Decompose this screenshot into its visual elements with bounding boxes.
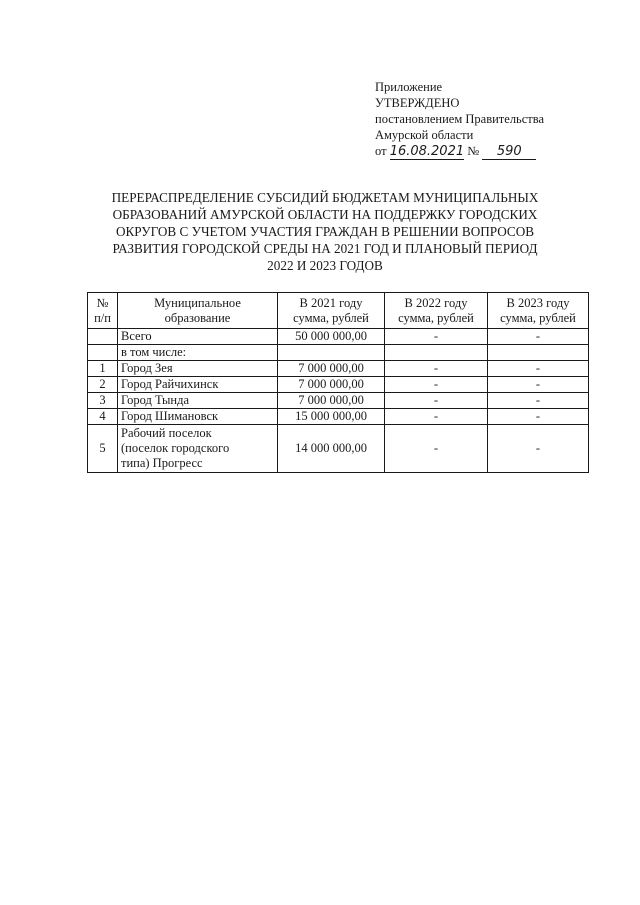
cell-2021: 14 000 000,00: [278, 425, 385, 473]
cell-name: Город Тында: [118, 393, 278, 409]
header-2021-line: В 2021 году: [299, 295, 363, 310]
header-2022-line: сумма, рублей: [398, 310, 474, 325]
table-row: [88, 393, 589, 409]
cell-name: в том числе:: [118, 345, 278, 361]
cell-2022: -: [385, 409, 488, 425]
cell-2022: -: [385, 393, 488, 409]
title-line: РАЗВИТИЯ ГОРОДСКОЙ СРЕДЫ НА 2021 ГОД И ПЛАНОВЫЙ ПЕРИОД: [112, 241, 538, 256]
cell-2021: 7 000 000,00: [278, 393, 385, 409]
table-row: [88, 377, 589, 393]
header-name: [118, 293, 278, 329]
header-2022: [385, 293, 488, 329]
header-2021-line: сумма, рублей: [293, 310, 369, 325]
title-line: ОБРАЗОВАНИЙ АМУРСКОЙ ОБЛАСТИ НА ПОДДЕРЖКУ ГОРОДСКИХ: [112, 207, 538, 222]
cell-num: [88, 345, 118, 361]
cell-name-line: Рабочий поселок: [121, 426, 212, 440]
title-line: ОКРУГОВ С УЧЕТОМ УЧАСТИЯ ГРАЖДАН В РЕШЕНИИ ВОПРОСОВ: [115, 224, 535, 239]
approval-from-label: от: [375, 144, 387, 158]
cell-name: Город Шимановск: [118, 409, 278, 425]
cell-name: Город Райчихинск: [118, 377, 278, 393]
title-line: ПЕРЕРАСПРЕДЕЛЕНИЕ СУБСИДИЙ БЮДЖЕТАМ МУНИЦИПАЛЬНЫХ: [111, 190, 539, 205]
cell-num: 2: [88, 377, 118, 393]
cell-2022: -: [385, 361, 488, 377]
cell-2021: 50 000 000,00: [278, 329, 385, 345]
cell-num: 5: [88, 425, 118, 473]
approval-number: 590: [482, 145, 536, 160]
header-2022-line: В 2022 году: [404, 295, 468, 310]
table-row: [88, 409, 589, 425]
approval-number-label: №: [467, 144, 480, 158]
table-row-including: [88, 345, 589, 361]
cell-name: Всего: [118, 329, 278, 345]
table-header-row: [88, 293, 589, 329]
header-2023-line: сумма, рублей: [500, 310, 576, 325]
cell-2023: -: [488, 377, 589, 393]
cell-num: 1: [88, 361, 118, 377]
subsidy-table: [87, 292, 589, 473]
header-num-line: п/п: [94, 310, 111, 325]
cell-2021: 7 000 000,00: [278, 377, 385, 393]
cell-2023: -: [488, 425, 589, 473]
cell-name-line: типа) Прогресс: [121, 456, 203, 470]
cell-num: 3: [88, 393, 118, 409]
title-line: 2022 И 2023 ГОДОВ: [267, 258, 383, 273]
cell-2021: 7 000 000,00: [278, 361, 385, 377]
cell-2021: 15 000 000,00: [278, 409, 385, 425]
cell-name: Город Зея: [118, 361, 278, 377]
header-name-line: образование: [164, 310, 231, 325]
cell-2023: -: [488, 361, 589, 377]
document-title: [70, 189, 580, 274]
header-2023-line: В 2023 году: [506, 295, 570, 310]
approval-line-region: Амурской области: [375, 128, 474, 142]
cell-2023: -: [488, 329, 589, 345]
cell-name-line: (поселок городского: [121, 441, 230, 455]
approval-line-approved: УТВЕРЖДЕНО: [375, 96, 460, 110]
cell-name: [118, 425, 278, 473]
header-num-line: №: [96, 295, 109, 310]
cell-2023: [488, 345, 589, 361]
approval-date-line: [375, 143, 544, 160]
cell-2022: -: [385, 329, 488, 345]
table-row-total: [88, 329, 589, 345]
header-2023: [488, 293, 589, 329]
cell-2023: -: [488, 409, 589, 425]
cell-num: [88, 329, 118, 345]
approval-line-appendix: Приложение: [375, 80, 443, 94]
approval-line-resolution: постановлением Правительства: [375, 112, 545, 126]
header-num: [88, 293, 118, 329]
header-2021: [278, 293, 385, 329]
table-row: [88, 361, 589, 377]
cell-2023: -: [488, 393, 589, 409]
cell-2022: -: [385, 377, 488, 393]
approval-date: 16.08.2021: [389, 144, 465, 159]
table-row: [88, 425, 589, 473]
cell-2022: -: [385, 425, 488, 473]
cell-num: 4: [88, 409, 118, 425]
cell-2021: [278, 345, 385, 361]
cell-2022: [385, 345, 488, 361]
header-name-line: Муниципальное: [154, 295, 241, 310]
approval-block: [375, 79, 544, 160]
